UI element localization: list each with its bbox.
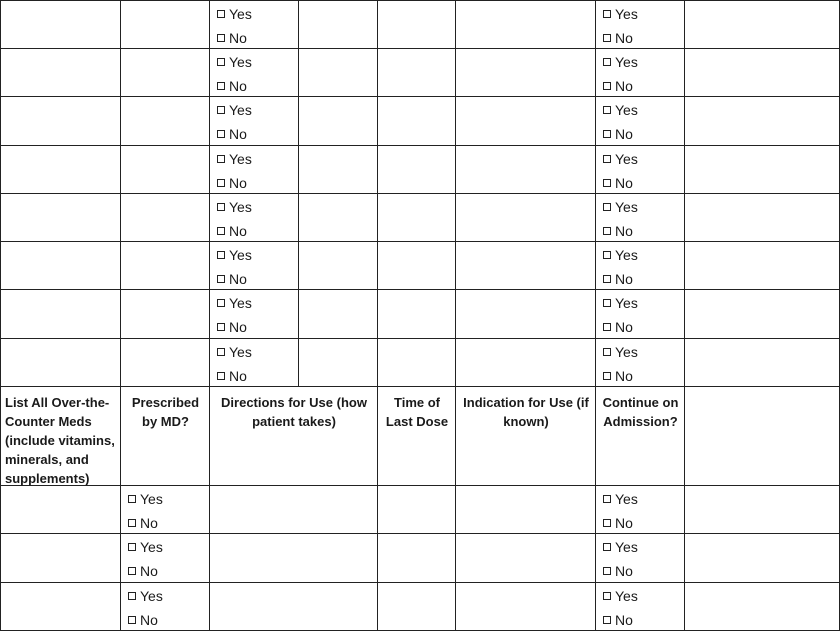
- upper-row-3-col-3[interactable]: [209, 96, 299, 145]
- otc-row-3-prescribed-no-checkbox-label: No: [140, 612, 158, 628]
- otc-row-1-col-7[interactable]: [684, 485, 840, 534]
- checkbox-icon[interactable]: [128, 592, 136, 600]
- upper-row-5-col-2[interactable]: [120, 193, 210, 242]
- checkbox-icon[interactable]: [603, 82, 611, 90]
- checkbox-icon[interactable]: [603, 34, 611, 42]
- upper-row-1-prescribed-no-checkbox-label: No: [229, 30, 247, 46]
- upper-row-6-col-8[interactable]: [684, 241, 840, 290]
- upper-row-7-col-6[interactable]: [455, 289, 596, 338]
- upper-row-5-prescribed-yes-checkbox[interactable]: [217, 199, 252, 215]
- upper-row-3-prescribed-no-checkbox-label: No: [229, 126, 247, 142]
- upper-row-7-prescribed-no-checkbox[interactable]: [217, 319, 247, 335]
- otc-row-3-prescribed-yes-checkbox-label: Yes: [140, 588, 163, 604]
- upper-row-1-prescribed-no-checkbox[interactable]: [217, 30, 247, 46]
- upper-row-8-continue-no-checkbox[interactable]: [603, 368, 633, 384]
- otc-row-3-col-1[interactable]: [0, 582, 121, 631]
- checkbox-icon[interactable]: [603, 130, 611, 138]
- upper-row-8-prescribed-yes-checkbox-label: Yes: [229, 344, 252, 360]
- upper-row-1-col-2[interactable]: [120, 0, 210, 49]
- checkbox-icon[interactable]: [128, 616, 136, 624]
- upper-row-6-col-3[interactable]: [209, 241, 299, 290]
- checkbox-icon[interactable]: [128, 495, 136, 503]
- upper-row-6-col-1[interactable]: [0, 241, 121, 290]
- otc-row-1-prescribed-no-checkbox-label: No: [140, 515, 158, 531]
- upper-row-7-col-4[interactable]: [298, 289, 378, 338]
- otc-row-3-col-7[interactable]: [684, 582, 840, 631]
- otc-row-2-continue-no-checkbox-label: No: [615, 563, 633, 579]
- checkbox-icon[interactable]: [217, 348, 225, 356]
- upper-row-4-col-5[interactable]: [377, 145, 456, 194]
- checkbox-icon[interactable]: [217, 58, 225, 66]
- upper-row-5-continue-no-checkbox[interactable]: [603, 223, 633, 239]
- header-continue-on-admission-text: Continue on Admission?: [602, 395, 679, 429]
- upper-row-2-continue-no-checkbox[interactable]: [603, 78, 633, 94]
- upper-row-2-col-2[interactable]: [120, 48, 210, 97]
- header-directions-for-use: [209, 386, 378, 486]
- otc-row-3-continue-yes-checkbox[interactable]: [603, 588, 638, 604]
- header-blank: [684, 386, 840, 486]
- otc-row-1-prescribed-no-checkbox[interactable]: [128, 515, 158, 531]
- otc-row-2-continue-yes-checkbox-label: Yes: [615, 539, 638, 555]
- checkbox-icon[interactable]: [603, 251, 611, 259]
- otc-row-1-col-4[interactable]: [377, 485, 456, 534]
- upper-row-1-col-8[interactable]: [684, 0, 840, 49]
- upper-row-2-col-6[interactable]: [455, 48, 596, 97]
- upper-row-7-col-1[interactable]: [0, 289, 121, 338]
- upper-row-7-continue-no-checkbox-label: No: [615, 319, 633, 335]
- checkbox-icon[interactable]: [603, 348, 611, 356]
- upper-row-4-col-3[interactable]: [209, 145, 299, 194]
- upper-row-3-prescribed-no-checkbox[interactable]: [217, 126, 247, 142]
- upper-row-2-prescribed-no-checkbox[interactable]: [217, 78, 247, 94]
- checkbox-icon[interactable]: [603, 299, 611, 307]
- upper-row-6-prescribed-no-checkbox-label: No: [229, 271, 247, 287]
- checkbox-icon[interactable]: [603, 616, 611, 624]
- checkbox-icon[interactable]: [217, 251, 225, 259]
- upper-row-3-col-8[interactable]: [684, 96, 840, 145]
- upper-row-3-prescribed-yes-checkbox[interactable]: [217, 102, 252, 118]
- upper-row-3-prescribed-yes-checkbox-label: Yes: [229, 102, 252, 118]
- upper-row-5-prescribed-yes-checkbox-label: Yes: [229, 199, 252, 215]
- upper-row-4-prescribed-yes-checkbox[interactable]: [217, 151, 252, 167]
- otc-row-3-prescribed-yes-checkbox[interactable]: [128, 588, 163, 604]
- otc-row-3-col-4[interactable]: [377, 582, 456, 631]
- otc-row-1-col-6[interactable]: [595, 485, 685, 534]
- upper-row-5-col-7[interactable]: [595, 193, 685, 242]
- upper-row-8-prescribed-no-checkbox[interactable]: [217, 368, 247, 384]
- upper-row-7-prescribed-yes-checkbox-label: Yes: [229, 295, 252, 311]
- checkbox-icon[interactable]: [603, 106, 611, 114]
- upper-row-6-continue-no-checkbox[interactable]: [603, 271, 633, 287]
- otc-row-2-continue-no-checkbox[interactable]: [603, 563, 633, 579]
- otc-row-1-prescribed-yes-checkbox[interactable]: [128, 491, 163, 507]
- header-continue-on-admission: [595, 386, 685, 486]
- upper-row-7-prescribed-yes-checkbox[interactable]: [217, 295, 252, 311]
- checkbox-icon[interactable]: [217, 130, 225, 138]
- otc-row-2-col-1[interactable]: [0, 533, 121, 582]
- upper-row-6-col-6[interactable]: [455, 241, 596, 290]
- otc-row-3-col-6[interactable]: [595, 582, 685, 631]
- header-time-of-last-dose: [377, 386, 456, 486]
- upper-row-6-continue-no-checkbox-label: No: [615, 271, 633, 287]
- otc-row-3-continue-no-checkbox-label: No: [615, 612, 633, 628]
- otc-row-1-continue-yes-checkbox[interactable]: [603, 491, 638, 507]
- otc-row-2-col-5[interactable]: [455, 533, 596, 582]
- upper-row-5-col-4[interactable]: [298, 193, 378, 242]
- upper-row-7-continue-yes-checkbox-label: Yes: [615, 295, 638, 311]
- checkbox-icon[interactable]: [603, 592, 611, 600]
- upper-row-8-col-7[interactable]: [595, 338, 685, 387]
- checkbox-icon[interactable]: [603, 203, 611, 211]
- upper-row-5-col-5[interactable]: [377, 193, 456, 242]
- upper-row-3-continue-yes-checkbox-label: Yes: [615, 102, 638, 118]
- upper-row-7-col-3[interactable]: [209, 289, 299, 338]
- checkbox-icon[interactable]: [217, 275, 225, 283]
- checkbox-icon[interactable]: [128, 567, 136, 575]
- upper-row-6-continue-yes-checkbox[interactable]: [603, 247, 638, 263]
- upper-row-5-col-1[interactable]: [0, 193, 121, 242]
- otc-row-2-prescribed-no-checkbox[interactable]: [128, 563, 158, 579]
- upper-row-6-col-2[interactable]: [120, 241, 210, 290]
- upper-row-1-continue-no-checkbox-label: No: [615, 30, 633, 46]
- upper-row-4-col-2[interactable]: [120, 145, 210, 194]
- otc-row-3-col-3[interactable]: [209, 582, 378, 631]
- otc-row-2-prescribed-yes-checkbox[interactable]: [128, 539, 163, 555]
- upper-row-4-prescribed-no-checkbox-label: No: [229, 175, 247, 191]
- upper-row-2-prescribed-yes-checkbox[interactable]: [217, 54, 252, 70]
- upper-row-4-continue-yes-checkbox-label: Yes: [615, 151, 638, 167]
- upper-row-2-col-3[interactable]: [209, 48, 299, 97]
- checkbox-icon[interactable]: [603, 179, 611, 187]
- otc-row-3-continue-no-checkbox[interactable]: [603, 612, 633, 628]
- upper-row-1-col-1[interactable]: [0, 0, 121, 49]
- otc-row-1-continue-no-checkbox-label: No: [615, 515, 633, 531]
- upper-row-1-col-3[interactable]: [209, 0, 299, 49]
- upper-row-3-col-5[interactable]: [377, 96, 456, 145]
- upper-row-2-col-7[interactable]: [595, 48, 685, 97]
- upper-row-2-col-8[interactable]: [684, 48, 840, 97]
- otc-row-3-continue-yes-checkbox-label: Yes: [615, 588, 638, 604]
- upper-row-8-col-2[interactable]: [120, 338, 210, 387]
- upper-row-2-prescribed-yes-checkbox-label: Yes: [229, 54, 252, 70]
- checkbox-icon[interactable]: [217, 155, 225, 163]
- upper-row-1-prescribed-yes-checkbox[interactable]: [217, 6, 252, 22]
- otc-row-1-continue-yes-checkbox-label: Yes: [615, 491, 638, 507]
- checkbox-icon[interactable]: [603, 227, 611, 235]
- upper-row-3-continue-no-checkbox-label: No: [615, 126, 633, 142]
- upper-row-7-col-8[interactable]: [684, 289, 840, 338]
- upper-row-4-col-7[interactable]: [595, 145, 685, 194]
- otc-row-1-prescribed-yes-checkbox-label: Yes: [140, 491, 163, 507]
- checkbox-icon[interactable]: [217, 179, 225, 187]
- upper-row-8-continue-no-checkbox-label: No: [615, 368, 633, 384]
- otc-row-2-prescribed-no-checkbox-label: No: [140, 563, 158, 579]
- upper-row-2-col-5[interactable]: [377, 48, 456, 97]
- upper-row-6-col-5[interactable]: [377, 241, 456, 290]
- otc-row-1-continue-no-checkbox[interactable]: [603, 515, 633, 531]
- upper-row-1-continue-no-checkbox[interactable]: [603, 30, 633, 46]
- header-indication-for-use: [455, 386, 596, 486]
- upper-row-7-continue-no-checkbox[interactable]: [603, 319, 633, 335]
- upper-row-3-col-1[interactable]: [0, 96, 121, 145]
- upper-row-8-col-6[interactable]: [455, 338, 596, 387]
- header-prescribed-by-md: [120, 386, 210, 486]
- upper-row-3-continue-no-checkbox[interactable]: [603, 126, 633, 142]
- upper-row-7-col-7[interactable]: [595, 289, 685, 338]
- upper-row-4-col-1[interactable]: [0, 145, 121, 194]
- otc-row-1-col-3[interactable]: [209, 485, 378, 534]
- otc-row-2-col-2[interactable]: [120, 533, 210, 582]
- upper-row-1-col-7[interactable]: [595, 0, 685, 49]
- checkbox-icon[interactable]: [217, 82, 225, 90]
- checkbox-icon[interactable]: [603, 519, 611, 527]
- upper-row-4-continue-no-checkbox-label: No: [615, 175, 633, 191]
- upper-row-2-col-1[interactable]: [0, 48, 121, 97]
- upper-row-6-prescribed-yes-checkbox[interactable]: [217, 247, 252, 263]
- header-list-otc-meds-text: List All Over-the-Counter Meds (include vitamins, minerals, and supplements): [5, 395, 115, 486]
- upper-row-8-continue-yes-checkbox-label: Yes: [615, 344, 638, 360]
- upper-row-2-continue-yes-checkbox[interactable]: [603, 54, 638, 70]
- upper-row-8-col-3[interactable]: [209, 338, 299, 387]
- upper-row-3-col-4[interactable]: [298, 96, 378, 145]
- upper-row-2-prescribed-no-checkbox-label: No: [229, 78, 247, 94]
- header-time-of-last-dose-text: Time of Last Dose: [385, 395, 449, 429]
- checkbox-icon[interactable]: [217, 34, 225, 42]
- upper-row-1-col-5[interactable]: [377, 0, 456, 49]
- upper-row-5-continue-yes-checkbox[interactable]: [603, 199, 638, 215]
- upper-row-3-col-6[interactable]: [455, 96, 596, 145]
- checkbox-icon[interactable]: [217, 299, 225, 307]
- upper-row-2-col-4[interactable]: [298, 48, 378, 97]
- upper-row-1-continue-yes-checkbox-label: Yes: [615, 6, 638, 22]
- checkbox-icon[interactable]: [217, 323, 225, 331]
- upper-row-5-prescribed-no-checkbox[interactable]: [217, 223, 247, 239]
- checkbox-icon[interactable]: [603, 495, 611, 503]
- upper-row-1-continue-yes-checkbox[interactable]: [603, 6, 638, 22]
- upper-row-7-continue-yes-checkbox[interactable]: [603, 295, 638, 311]
- upper-row-4-prescribed-no-checkbox[interactable]: [217, 175, 247, 191]
- upper-row-4-col-6[interactable]: [455, 145, 596, 194]
- checkbox-icon[interactable]: [603, 567, 611, 575]
- upper-row-3-continue-yes-checkbox[interactable]: [603, 102, 638, 118]
- upper-row-8-col-4[interactable]: [298, 338, 378, 387]
- upper-row-6-col-7[interactable]: [595, 241, 685, 290]
- otc-row-1-col-2[interactable]: [120, 485, 210, 534]
- upper-row-6-col-4[interactable]: [298, 241, 378, 290]
- checkbox-icon[interactable]: [217, 203, 225, 211]
- upper-row-2-continue-no-checkbox-label: No: [615, 78, 633, 94]
- otc-row-2-prescribed-yes-checkbox-label: Yes: [140, 539, 163, 555]
- upper-row-5-col-8[interactable]: [684, 193, 840, 242]
- upper-row-8-prescribed-yes-checkbox[interactable]: [217, 344, 252, 360]
- checkbox-icon[interactable]: [217, 227, 225, 235]
- upper-row-5-col-3[interactable]: [209, 193, 299, 242]
- upper-row-4-continue-no-checkbox[interactable]: [603, 175, 633, 191]
- upper-row-3-col-2[interactable]: [120, 96, 210, 145]
- checkbox-icon[interactable]: [603, 372, 611, 380]
- upper-row-1-col-6[interactable]: [455, 0, 596, 49]
- checkbox-icon[interactable]: [217, 106, 225, 114]
- otc-row-2-col-3[interactable]: [209, 533, 378, 582]
- otc-row-2-col-6[interactable]: [595, 533, 685, 582]
- otc-row-1-col-1[interactable]: [0, 485, 121, 534]
- otc-row-1-col-5[interactable]: [455, 485, 596, 534]
- upper-row-4-col-4[interactable]: [298, 145, 378, 194]
- upper-row-7-col-2[interactable]: [120, 289, 210, 338]
- upper-row-5-continue-no-checkbox-label: No: [615, 223, 633, 239]
- upper-row-8-prescribed-no-checkbox-label: No: [229, 368, 247, 384]
- header-directions-for-use-text: Directions for Use (how patient takes): [221, 395, 367, 429]
- checkbox-icon[interactable]: [603, 155, 611, 163]
- otc-row-3-col-5[interactable]: [455, 582, 596, 631]
- upper-row-4-col-8[interactable]: [684, 145, 840, 194]
- header-list-otc-meds: [0, 386, 121, 486]
- otc-row-2-col-7[interactable]: [684, 533, 840, 582]
- upper-row-1-prescribed-yes-checkbox-label: Yes: [229, 6, 252, 22]
- checkbox-icon[interactable]: [217, 372, 225, 380]
- upper-row-7-prescribed-no-checkbox-label: No: [229, 319, 247, 335]
- upper-row-8-col-5[interactable]: [377, 338, 456, 387]
- upper-row-3-col-7[interactable]: [595, 96, 685, 145]
- otc-row-3-prescribed-no-checkbox[interactable]: [128, 612, 158, 628]
- header-prescribed-by-md-text: Prescribed by MD?: [131, 395, 200, 429]
- upper-row-5-prescribed-no-checkbox-label: No: [229, 223, 247, 239]
- header-indication-for-use-text: Indication for Use (if known): [463, 395, 589, 429]
- upper-row-4-continue-yes-checkbox[interactable]: [603, 151, 638, 167]
- upper-row-8-col-8[interactable]: [684, 338, 840, 387]
- checkbox-icon[interactable]: [603, 543, 611, 551]
- upper-row-8-col-1[interactable]: [0, 338, 121, 387]
- checkbox-icon[interactable]: [128, 543, 136, 551]
- checkbox-icon[interactable]: [603, 323, 611, 331]
- checkbox-icon[interactable]: [128, 519, 136, 527]
- upper-row-8-continue-yes-checkbox[interactable]: [603, 344, 638, 360]
- upper-row-6-prescribed-yes-checkbox-label: Yes: [229, 247, 252, 263]
- upper-row-6-continue-yes-checkbox-label: Yes: [615, 247, 638, 263]
- checkbox-icon[interactable]: [217, 10, 225, 18]
- otc-row-2-continue-yes-checkbox[interactable]: [603, 539, 638, 555]
- upper-row-5-col-6[interactable]: [455, 193, 596, 242]
- upper-row-2-continue-yes-checkbox-label: Yes: [615, 54, 638, 70]
- checkbox-icon[interactable]: [603, 275, 611, 283]
- checkbox-icon[interactable]: [603, 10, 611, 18]
- upper-row-5-continue-yes-checkbox-label: Yes: [615, 199, 638, 215]
- upper-row-1-col-4[interactable]: [298, 0, 378, 49]
- otc-row-2-col-4[interactable]: [377, 533, 456, 582]
- upper-row-7-col-5[interactable]: [377, 289, 456, 338]
- upper-row-6-prescribed-no-checkbox[interactable]: [217, 271, 247, 287]
- upper-row-4-prescribed-yes-checkbox-label: Yes: [229, 151, 252, 167]
- checkbox-icon[interactable]: [603, 58, 611, 66]
- otc-row-3-col-2[interactable]: [120, 582, 210, 631]
